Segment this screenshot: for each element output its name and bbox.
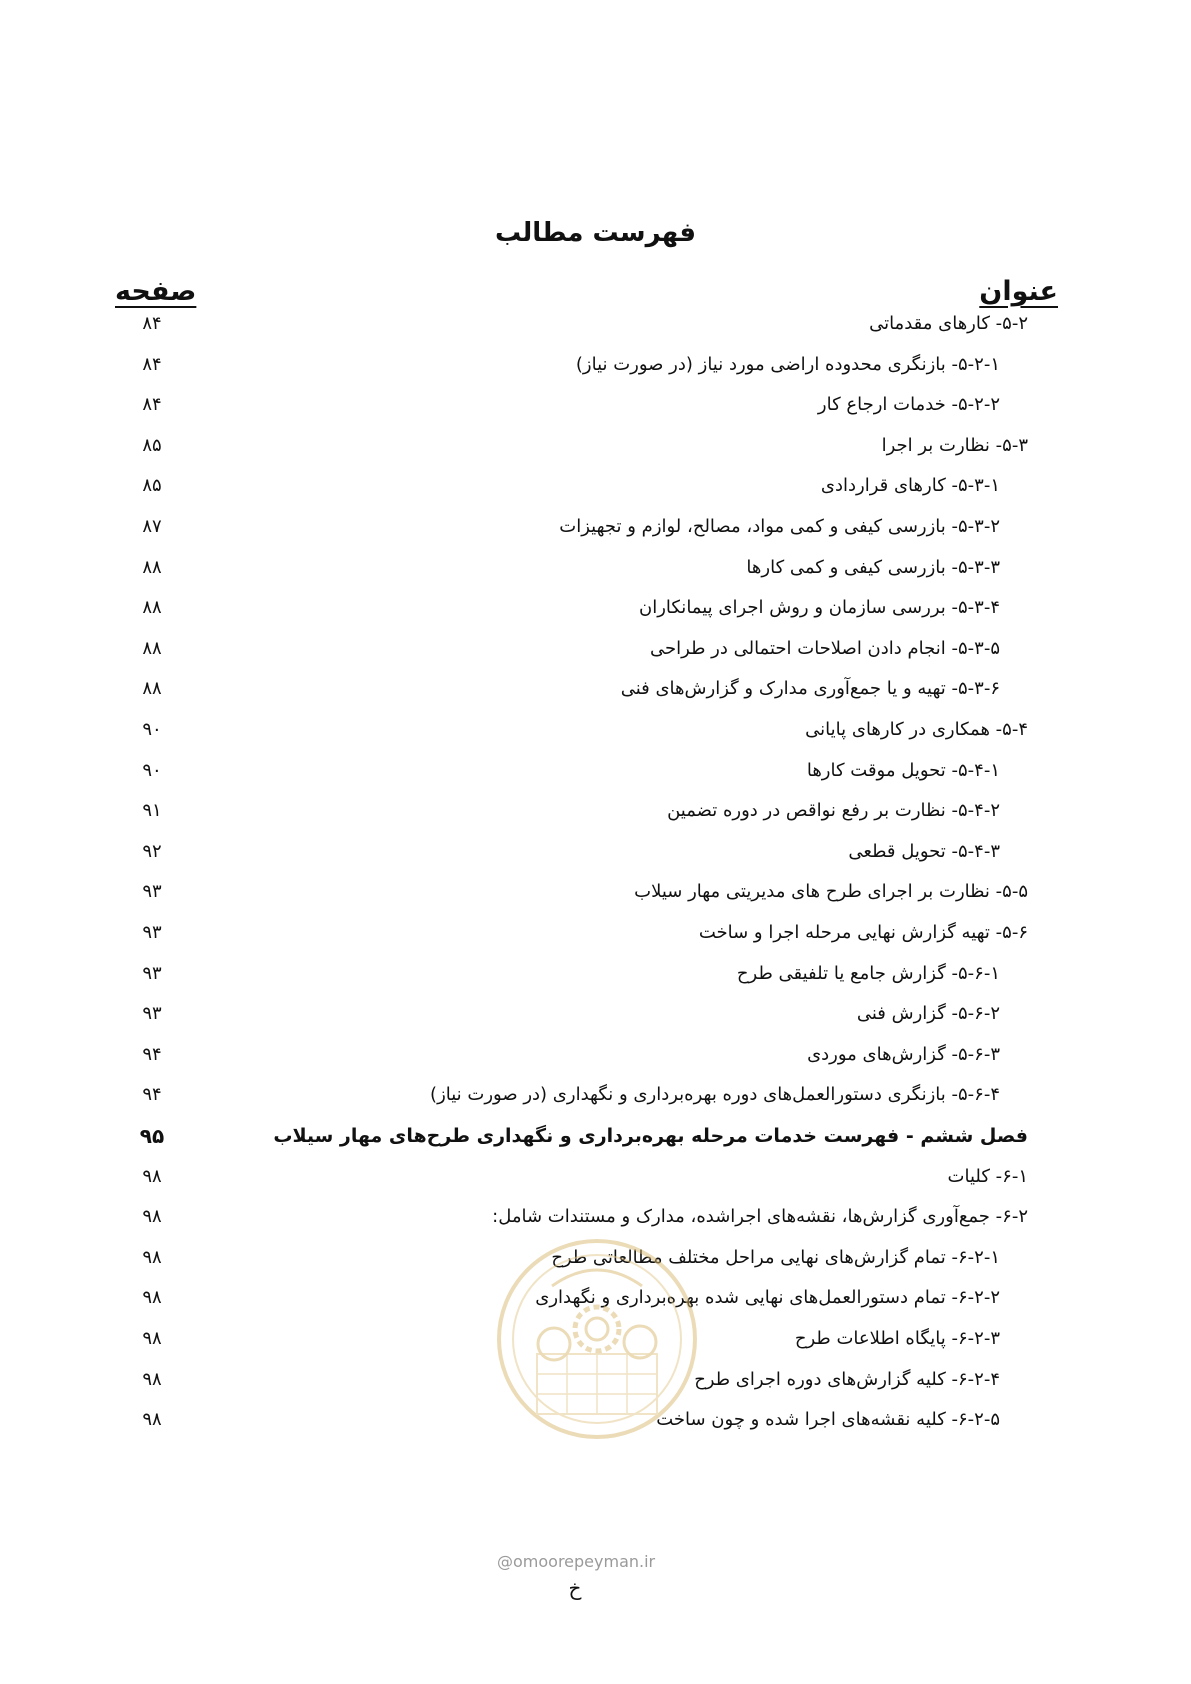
toc-entry-title: ۵-۶- تهیه گزارش نهایی مرحله اجرا و ساخت (698, 922, 1028, 943)
toc-entry-title: ۵-۲-۱- بازنگری محدوده اراضی مورد نیاز (در صورت نیاز) (575, 353, 1000, 375)
toc-entry-page: ۸۴ (142, 313, 162, 334)
watermark-seal-icon (492, 1234, 702, 1444)
toc-entry-title: ۵-۲-۲- خدمات ارجاع کار (817, 394, 1000, 416)
toc-entry (0, 1035, 1191, 1075)
toc-entry-title: ۵-۳-۵- انجام دادن اصلاحات احتمالی در طراحی (650, 637, 1000, 659)
toc-entry-title: ۶-۲-۴- کلیه گزارش‌های دوره اجرای طرح (694, 1368, 1000, 1390)
toc-entry-title: ۶-۱- کلیات (947, 1165, 1028, 1187)
toc-entry-page: ۸۷ (142, 516, 162, 537)
toc-entry-title: ۵-۴-۲- نظارت بر رفع نواقص در دوره تضمین (667, 800, 1000, 822)
toc-entry-page: ۹۴ (142, 1084, 162, 1106)
toc-entry-page: ۹۰ (142, 759, 162, 781)
toc-entry (0, 954, 1191, 994)
toc-entry (0, 1116, 1191, 1156)
toc-entry (0, 1075, 1191, 1115)
toc-entry-page: ۹۸ (142, 1409, 162, 1431)
toc-entry-title: ۵-۶-۱- گزارش جامع یا تلفیقی طرح (736, 962, 1000, 984)
toc-entry-title: ۵-۶-۳- گزارش‌های موردی (807, 1043, 1000, 1065)
toc-entry-title: ۵-۴-۳- تحویل قطعی (848, 840, 1000, 862)
toc-entry-title: ۵-۳-۳- بازرسی کیفی و کمی کارها (746, 556, 1000, 578)
toc-entry-page: ۹۸ (142, 1206, 162, 1228)
toc-entry-title: فصل ششم - فهرست خدمات مرحله بهره‌برداری و نگهداری طرح‌های مهار سیلاب (273, 1125, 1028, 1147)
page-number: خ (568, 1576, 582, 1600)
toc-entry-page: ۹۵ (139, 1124, 165, 1148)
toc-entry-page: ۹۳ (142, 1003, 162, 1025)
toc-entry-page: ۹۱ (142, 800, 162, 822)
title-column-header: عنوان (979, 276, 1058, 307)
toc-entry (0, 791, 1191, 831)
toc-entry (0, 304, 1191, 344)
toc-entry (0, 426, 1191, 466)
toc-entry-page: ۹۸ (142, 1246, 162, 1268)
toc-entry-page: ۹۳ (142, 922, 162, 943)
toc-entry (0, 1197, 1191, 1237)
toc-entry (0, 385, 1191, 425)
toc-entry-title: ۵-۲- کارهای مقدماتی (869, 313, 1028, 334)
toc-entry-title: ۶-۲- جمع‌آوری گزارش‌ها، نقشه‌های اجراشده، مدارک و مستندات شامل: (492, 1206, 1028, 1228)
toc-entry (0, 588, 1191, 628)
toc-entry (0, 629, 1191, 669)
toc-entry-title: ۶-۲-۵- کلیه نقشه‌های اجرا شده و چون ساخت (656, 1409, 1000, 1431)
toc-entry (0, 669, 1191, 709)
toc-entry (0, 751, 1191, 791)
toc-entry-page: ۹۸ (142, 1165, 162, 1187)
toc-entry-page: ۹۸ (142, 1287, 162, 1309)
page-column-header: صفحه (115, 276, 197, 307)
toc-entry-page: ۹۲ (142, 840, 162, 862)
toc-entry-page: ۸۸ (142, 556, 162, 578)
toc-entry-title: ۵-۳-۱- کارهای قراردادی (820, 475, 1000, 497)
toc-entry-title: ۵-۶-۲- گزارش فنی (856, 1003, 1000, 1025)
toc-entry-page: ۸۸ (142, 597, 162, 619)
toc-entry (0, 548, 1191, 588)
toc-entry-title: ۵-۶-۴- بازنگری دستورالعمل‌های دوره بهره‌برداری و نگهداری (در صورت نیاز) (430, 1084, 1000, 1106)
toc-entry-title: ۶-۲-۳- پایگاه اطلاعات طرح (794, 1328, 1000, 1349)
toc-entry-title: ۵-۳-۶- تهیه و یا جمع‌آوری مدارک و گزارش‌های فنی (620, 678, 1000, 700)
toc-entry-page: ۹۸ (142, 1328, 162, 1349)
watermark-url: @omoorepeyman.ir (497, 1552, 656, 1571)
toc-entry-page: ۹۴ (142, 1043, 162, 1065)
toc-entry (0, 994, 1191, 1034)
toc-entry-page: ۸۸ (142, 678, 162, 700)
toc-entry (0, 832, 1191, 872)
toc-entry-title: ۵-۵- نظارت بر اجرای طرح های مدیریتی مهار سیلاب (634, 881, 1028, 903)
toc-entry-page: ۸۵ (142, 475, 162, 497)
page-title: فهرست مطالب (495, 218, 696, 248)
toc-entry (0, 913, 1191, 953)
toc-entry (0, 466, 1191, 506)
toc-entry-page: ۹۰ (142, 719, 162, 740)
toc-entry-page: ۹۳ (142, 962, 162, 984)
toc-entry-title: ۶-۲-۲- تمام دستورالعمل‌های نهایی شده بهره‌برداری و نگهداری (535, 1287, 1000, 1309)
toc-entry-title: ۵-۴-۱- تحویل موقت کارها (806, 759, 1000, 781)
toc-entry-page: ۸۴ (142, 353, 162, 375)
toc-entry-title: ۵-۳-۲- بازرسی کیفی و کمی مواد، مصالح، لوازم و تجهیزات (559, 516, 1000, 537)
toc-entry-page: ۹۳ (142, 881, 162, 903)
toc-entry-page: ۸۵ (142, 434, 162, 456)
toc-entry (0, 345, 1191, 385)
toc-entry-page: ۸۴ (142, 394, 162, 416)
toc-entry-title: ۵-۳- نظارت بر اجرا (881, 434, 1028, 456)
toc-entry-title: ۵-۴- همکاری در کارهای پایانی (805, 719, 1028, 740)
toc-entry-title: ۵-۳-۴- بررسی سازمان و روش اجرای پیمانکاران (638, 597, 1000, 619)
toc-entry-page: ۸۸ (142, 637, 162, 659)
toc-entry-page: ۹۸ (142, 1368, 162, 1390)
toc-entry-title: ۶-۲-۱- تمام گزارش‌های نهایی مراحل مختلف مطالعاتی طرح (551, 1246, 1000, 1268)
toc-entry (0, 507, 1191, 547)
toc-entry (0, 1157, 1191, 1197)
toc-entry (0, 710, 1191, 750)
toc-entry (0, 872, 1191, 912)
